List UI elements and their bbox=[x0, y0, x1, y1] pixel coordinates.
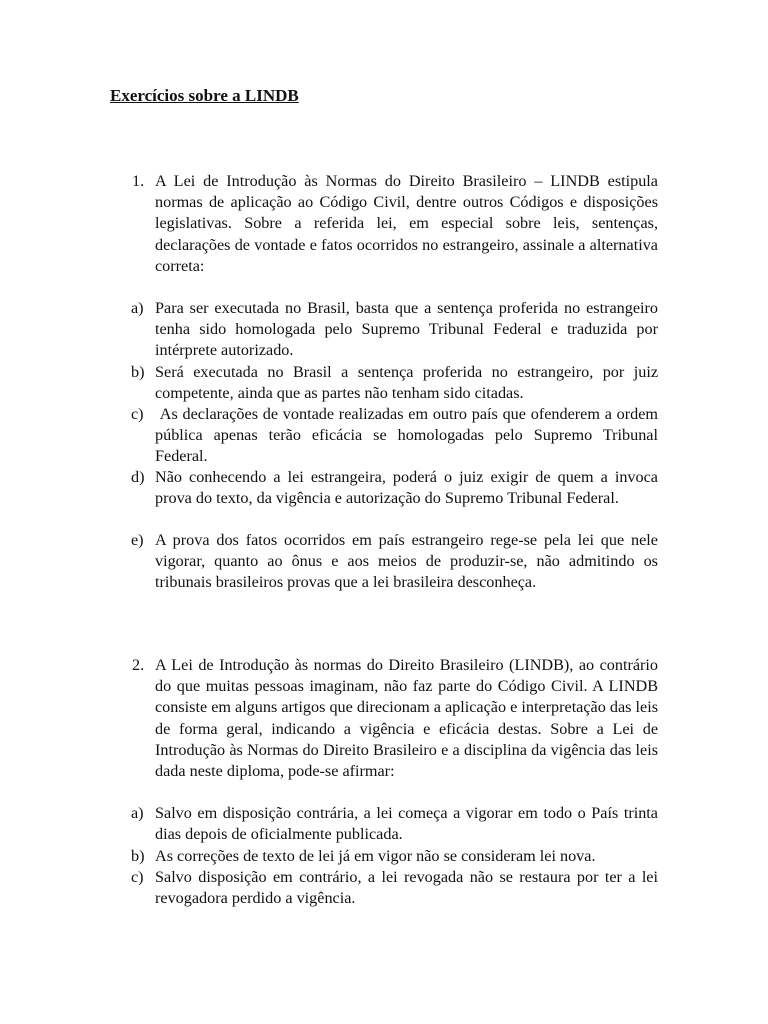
option-letter: c) bbox=[131, 868, 144, 886]
option-text: Será executada no Brasil a sentença proferida no estrangeiro, por juiz competente, ainda que as partes não tenham sido citadas. bbox=[155, 363, 658, 403]
option-text: Não conhecendo a lei estrangeira, poderá o juiz exigir de quem a invoca prova do texto, da vigência e autorização do Supremo Tribunal Federal. bbox=[155, 468, 658, 508]
option-text: Salvo em disposição contrária, a lei começa a vigorar em todo o País trinta dias depois de oficialmente publicada. bbox=[155, 804, 658, 844]
option-letter: d) bbox=[131, 468, 145, 486]
question-number: 2. bbox=[132, 656, 145, 674]
option-text: Salvo disposição em contrário, a lei revogada não se restaura por ter a lei revogadora perdido a vigência. bbox=[155, 868, 658, 908]
question-number: 1. bbox=[132, 172, 145, 190]
option-letter: b) bbox=[131, 847, 145, 865]
option-letter: b) bbox=[131, 363, 145, 381]
option-text: A prova dos fatos ocorridos em país estrangeiro rege-se pela lei que nele vigorar, quanto ao ônus e aos meios de produzir-se, não admitindo os tribunais brasileiros provas que a lei brasileira desconheça. bbox=[155, 531, 658, 592]
option-letter: a) bbox=[131, 804, 144, 822]
option-letter: a) bbox=[131, 299, 144, 317]
option-text: As correções de texto de lei já em vigor não se consideram lei nova. bbox=[155, 847, 596, 865]
option-text: As declarações de vontade realizadas em outro país que ofenderem a ordem pública apenas terão eficácia se homologadas pelo Supremo Tribunal Federal. bbox=[155, 405, 663, 466]
page-title: Exercícios sobre a LINDB bbox=[110, 86, 299, 105]
option-letter: e) bbox=[131, 531, 144, 549]
question-text: A Lei de Introdução às normas do Direito Brasileiro (LINDB), ao contrário do que muitas pessoas imaginam, não faz parte do Código Civil. A LINDB consiste em alguns artigos que direcionam a aplicação e interpretação das leis de forma geral, indicando a vigência e eficácia destas. Sobre a Lei de Introdução às Normas do Direito Brasileiro e a disciplina da vigência das leis dada neste diploma, pode-se afirmar: bbox=[155, 656, 658, 781]
option-letter: c) bbox=[131, 405, 144, 423]
question-text: A Lei de Introdução às Normas do Direito Brasileiro – LINDB estipula normas de aplicação ao Código Civil, dentre outros Códigos e disposições legislativas. Sobre a referida lei, em especial sobre leis, sentenças, declarações de vontade e fatos ocorridos no estrangeiro, assinale a alternativa correta: bbox=[155, 172, 658, 275]
option-text: Para ser executada no Brasil, basta que a sentença proferida no estrangeiro tenha sido homologada pelo Supremo Tribunal Federal e traduzida por intérprete autorizado. bbox=[155, 299, 658, 360]
